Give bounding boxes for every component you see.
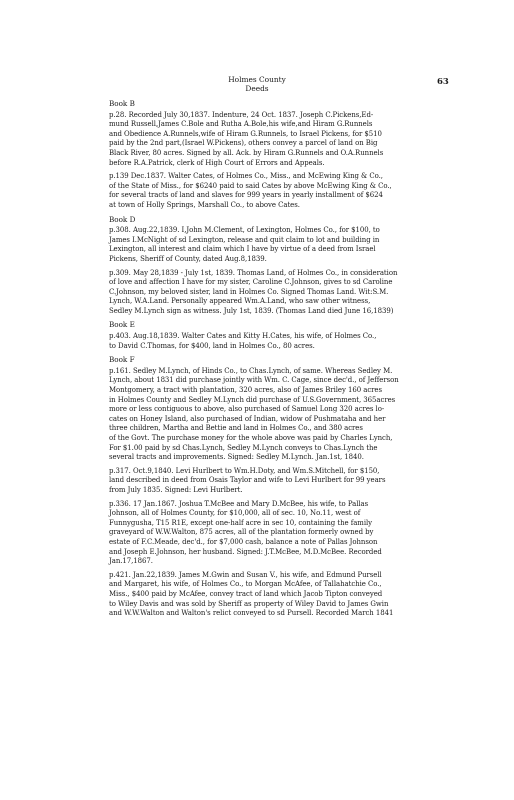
- deed-entry: [109, 467, 444, 496]
- deed-entry: [109, 571, 444, 619]
- entry-line: Sedley M.Lynch sign as witness. July 1st, 1839. (Thomas Land died June 16,1839): [109, 306, 394, 315]
- entry-line: James I.McNight of sd Lexington, release and quit claim to lot and building in: [109, 235, 380, 244]
- entry-line: Lynch, about 1831 did purchase jointly with Wm. C. Cage, since dec'd., of Jefferson: [109, 376, 399, 385]
- book-heading: Book B: [109, 99, 135, 108]
- entry-line: p.336. 17 Jan.1867. Joshua T.McBee and Mary D.McBee, his wife, to Pallas: [109, 499, 369, 508]
- entry-line: of the State of Miss., for $6240 paid to said Cates by above McEwing King & Co.,: [109, 181, 392, 190]
- entry-line: Miss., $400 paid by McAfee, convey tract of land which Jacob Tipton conveyed: [109, 589, 383, 598]
- book-heading: Book D: [109, 214, 136, 224]
- entry-line: Lynch, W.A.Land. Personally appeared Wm.A.Land, who saw other witness,: [109, 297, 371, 306]
- entry-line: and Obedience A.Runnels,wife of Hiram G.Runnels, to Israel Pickens, for $510: [109, 129, 382, 138]
- entry-line: to Wiley Davis and was sold by Sheriff as property of Wiley David to James Gwin: [109, 599, 389, 608]
- deed-entry: [109, 226, 444, 264]
- entry-line: several tracts and improvements. Signed: Sedley M.Lynch. Jan.1st, 1840.: [109, 453, 364, 462]
- entry-line: of the Govt. The purchase money for the whole above was paid by Charles Lynch,: [109, 434, 393, 442]
- entry-line: from July 1835. Signed: Levi Hurlbert.: [109, 485, 243, 494]
- entry-line: For $1.00 paid by sd Chas.Lynch, Sedley M.Lynch conveys to Chas.Lynch the: [109, 443, 378, 452]
- section-title: Deeds: [245, 84, 269, 93]
- entry-line: p.309. May 28,1839 - July 1st, 1839. Thomas Land, of Holmes Co., in consideration: [109, 268, 398, 277]
- deed-entry: [109, 367, 444, 463]
- entry-line: estate of F.C.Meade, dec'd., for $7,000 cash, balance a note of Pallas Johnson: [109, 537, 378, 546]
- deed-entry: [109, 332, 444, 351]
- entry-line: mund Russell,James C.Bole and Rutha A.Bole,his wife,and Hiram G.Runnels: [109, 120, 373, 129]
- entry-line: C.Johnson, my beloved sister, land in Holmes Co. Signed Thomas Land. Wit:S.M.: [109, 287, 389, 296]
- deed-entry: [109, 269, 444, 317]
- entry-line: and W.W.Walton and Walton's relict conveyed to sd Pursell. Recorded March 1841: [109, 609, 394, 618]
- entry-line: Funnygusha, T15 R1E, except one-half acre in sec 10, containing the family: [109, 518, 373, 527]
- deed-entry: [109, 111, 444, 169]
- entry-line: p.317. Oct.9,1840. Levi Hurlbert to Wm.H.Doty, and Wm.S.Mitchell, for $150,: [109, 466, 380, 475]
- entry-line: at town of Holly Springs, Marshall Co., to above Cates.: [109, 200, 300, 209]
- entry-line: Pickens, Sheriff of County, dated Aug.8,1839.: [109, 254, 267, 263]
- entry-line: p.308. Aug.22,1839. I,John M.Clement, of Lexington, Holmes Co., for $100, to: [109, 226, 380, 235]
- deed-entry: [109, 500, 444, 567]
- entry-line: Black River, 80 acres. Signed by all. Ack. by Hiram G.Runnels and O.A.Runnels: [109, 148, 384, 157]
- entry-line: cates on Honey Island, also purchased of Indian, widow of Pushmataha and her: [109, 414, 386, 423]
- entry-line: three children, Martha and Bettie and land in Holmes Co., and 380 acres: [109, 424, 363, 433]
- book-heading: Book F: [109, 355, 135, 365]
- entry-line: to David C.Thomas, for $400, land in Holmes Co., 80 acres.: [109, 341, 315, 350]
- entry-line: Jan.17,1867.: [109, 557, 153, 566]
- entry-line: for several tracts of land and slaves for 999 years in yearly installment of $624: [109, 191, 383, 200]
- entry-line: and Joseph E.Johnson, her husband. Signed: J.T.McBee, M.D.McBee. Recorded: [109, 547, 382, 556]
- entry-line: graveyard of W.W.Walton, 875 acres, all of the plantation formerly owned by: [109, 528, 374, 537]
- deed-entry: [109, 172, 444, 210]
- entry-line: before R.A.Patrick, clerk of High Court of Errors and Appeals.: [109, 158, 325, 167]
- entry-line: Johnson, all of Holmes County, for $10,000, all of sec. 10, No.11, west of: [109, 509, 361, 518]
- deed-abstracts: [109, 99, 444, 623]
- entry-line: p.161. Sedley M.Lynch, of Hinds Co., to Chas.Lynch, of same. Whereas Sedley M.: [109, 366, 393, 375]
- entry-line: p.403. Aug.18,1839. Walter Cates and Kitty H.Cates, his wife, of Holmes Co.,: [109, 332, 377, 341]
- entry-line: paid by the 2nd part,(Israel W.Pickens), others convey a parcel of land on Big: [109, 139, 378, 148]
- entry-line: Lexington, all interest and claim which I have by virtue of a deed from Israel: [109, 245, 376, 254]
- book-heading: Book E: [109, 320, 135, 330]
- entry-line: land described in deed from Osais Taylor and wife to Levi Hurlbert for 99 years: [109, 476, 386, 485]
- entry-line: p.421. Jan.22,1839. James M.Gwin and Susan V., his wife, and Edmund Pursell: [109, 570, 382, 579]
- page-number: 63: [437, 77, 449, 87]
- entry-line: and Margaret, his wife, of Holmes Co., to Morgan McAfee, of Tallahatchie Co.,: [109, 580, 382, 589]
- entry-line: Montgomery, a tract with plantation, 320 acres, also of James Briley 160 acres: [109, 386, 382, 395]
- entry-line: more or less contiguous to above, also purchased of Samuel Long 320 acres lo-: [109, 405, 385, 414]
- entry-line: in Holmes County and Sedley M.Lynch did purchase of U.S.Government, 365acres: [109, 395, 396, 404]
- entry-line: of love and affection I have for my sister, Caroline C.Johnson, gives to sd Caroline: [109, 278, 393, 287]
- entry-line: p.139 Dec.1837. Walter Cates, of Holmes Co., Miss., and McEwing King & Co.,: [109, 172, 383, 181]
- county-title: Holmes County: [228, 75, 286, 84]
- entry-line: p.28. Recorded July 30,1837. Indenture, 24 Oct. 1837. Joseph C.Pickens,Ed-: [109, 110, 374, 119]
